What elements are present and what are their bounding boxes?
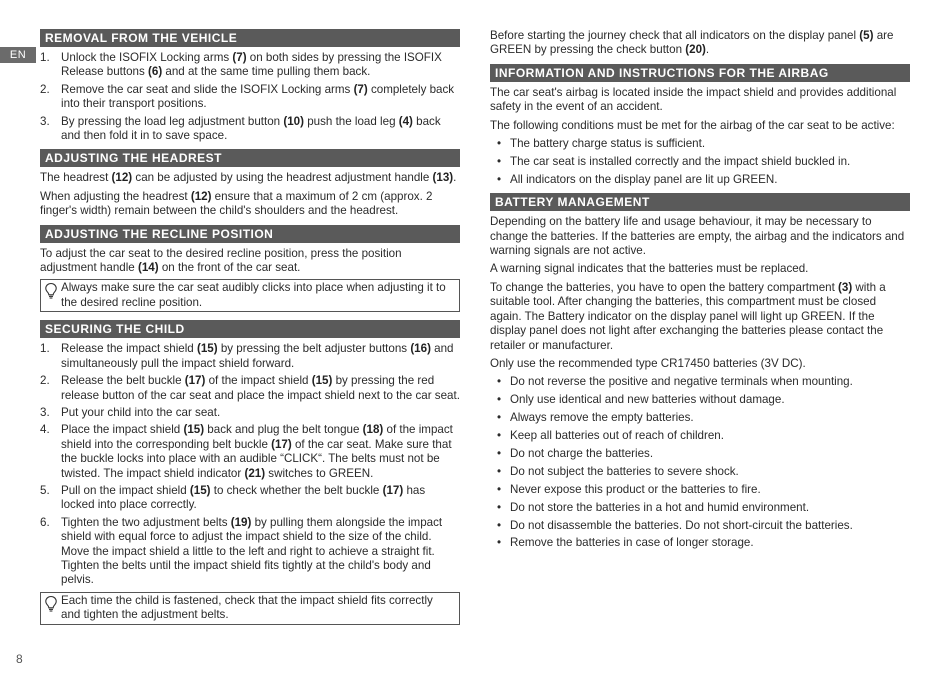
part-reference: (17) — [184, 374, 206, 388]
step-item: 1. Unlock the ISOFIX Locking arms (7) on both sides by pressing the ISOFIX Release buttons (6) and at the same time pulling them back. — [40, 51, 442, 79]
part-reference: (12) — [190, 189, 212, 203]
bullet-item: • Do not charge the batteries. — [497, 446, 654, 460]
paragraph: The car seat's airbag is located inside the impact shield and provides additional safety in the event of an accident. — [490, 85, 897, 114]
bullet-dot-icon: • — [497, 172, 502, 186]
part-reference: (4) — [398, 114, 413, 128]
bullet-dot-icon: • — [497, 500, 502, 514]
paragraph: The following conditions must be met for the airbag of the car seat to be active: — [490, 118, 895, 132]
part-reference: (15) — [196, 342, 218, 356]
step-item: 5. Pull on the impact shield (15) to check whether the belt buckle (17) has locked into place correctly. — [40, 483, 426, 512]
section-removal — [40, 29, 460, 143]
paragraph: Only use the recommended type CR17450 batteries (3V DC). — [490, 356, 806, 370]
paragraph: When adjusting the headrest (12) ensure that a maximum of 2 cm (approx. 2 finger's width) remain between the child's shoulders and the headrest. — [40, 189, 433, 218]
paragraph: A warning signal indicates that the batteries must be replaced. — [490, 262, 809, 276]
bullet-item: • Always remove the empty batteries. — [497, 411, 694, 425]
section-battery — [490, 193, 910, 551]
note-box — [40, 592, 460, 625]
airbag-conditions — [490, 137, 910, 187]
step-number: 3. — [40, 405, 50, 419]
bullet-item: • Only use identical and new batteries without damage. — [497, 393, 785, 407]
part-reference: (7) — [353, 82, 368, 96]
removal-steps — [40, 51, 460, 143]
section-title: ADJUSTING THE RECLINE POSITION — [40, 225, 460, 243]
step-number: 4. — [40, 423, 50, 437]
note-text: Each time the child is fastened, check that the impact shield fits correctly and tighten the adjustment belts. — [61, 593, 433, 622]
bullet-dot-icon: • — [497, 536, 502, 550]
part-reference: (19) — [230, 515, 252, 529]
bullet-item: • Keep all batteries out of reach of children. — [497, 429, 724, 443]
part-reference: (15) — [311, 374, 333, 388]
bullet-item: • The battery charge status is sufficient. — [497, 137, 706, 151]
step-number: 1. — [40, 342, 50, 356]
section-title: REMOVAL FROM THE VEHICLE — [40, 29, 460, 47]
step-number: 2. — [40, 82, 50, 96]
securing-steps — [40, 342, 460, 588]
step-item: 2. Release the belt buckle (17) of the impact shield (15) by pressing the red release button of the car seat and place the impact shield next to the car seat. — [40, 374, 460, 402]
bullet-dot-icon: • — [497, 518, 502, 532]
intro-section — [490, 29, 910, 58]
note-text: Always make sure the car seat audibly clicks into place when adjusting it to the desired recline position. — [61, 281, 446, 309]
paragraph: Depending on the battery life and usage behaviour, it may be necessary to change the batteries. If the batteries are empty, the airbag and the indicators and warning signals are not active. — [490, 215, 905, 258]
bullet-item: • The car seat is installed correctly and the impact shield buckled in. — [497, 154, 851, 168]
section-airbag — [490, 64, 910, 187]
bullet-dot-icon: • — [497, 446, 502, 460]
section-title: SECURING THE CHILD — [40, 320, 460, 338]
section-title: INFORMATION AND INSTRUCTIONS FOR THE AIRBAG — [490, 64, 910, 82]
note-box — [40, 279, 460, 312]
section-title: BATTERY MANAGEMENT — [490, 193, 910, 211]
part-reference: (14) — [137, 261, 159, 275]
bullet-item: • Never expose this product or the batteries to fire. — [497, 482, 761, 496]
step-item: 1. Release the impact shield (15) by pressing the belt adjuster buttons (16) and simultaneously pull the impact shield forward. — [40, 342, 454, 370]
step-number: 6. — [40, 515, 50, 529]
step-item: 3. Put your child into the car seat. — [40, 405, 221, 419]
part-reference: (17) — [271, 437, 292, 451]
bullet-dot-icon: • — [497, 482, 502, 496]
part-reference: (15) — [189, 483, 211, 497]
step-number: 3. — [40, 114, 50, 128]
step-item: 6. Tighten the two adjustment belts (19) by pulling them alongside the impact shield with equal force to adjust the impact shield to the size of the child. Move the impact shield a little to the left and right to achieve a straight fit. Tighten the belts until the impact shield fits tightly at the child's body and pelvis. — [40, 515, 443, 587]
bullet-item: • Do not subject the batteries to severe shock. — [497, 464, 739, 478]
part-reference: (3) — [838, 280, 853, 294]
part-reference: (17) — [382, 483, 404, 497]
step-number: 5. — [40, 483, 50, 497]
bullet-item: • Remove the batteries in case of longer storage. — [497, 536, 754, 550]
section-recline — [40, 225, 460, 313]
part-reference: (6) — [148, 65, 163, 79]
paragraph: To change the batteries, you have to open the battery compartment (3) with a suitable tool. After changing the batteries, this compartment must be closed again. The Battery indicator on the display panel will light up GREEN. If the display panel does not light after exchanging the batteries please contact the retailer or manufacturer. — [490, 280, 886, 352]
bullet-dot-icon: • — [497, 393, 502, 407]
part-reference: (18) — [362, 423, 384, 437]
part-reference: (13) — [432, 171, 454, 185]
page-number: 8 — [16, 652, 23, 666]
bullet-item: • Do not disassemble the batteries. Do not short-circuit the batteries. — [497, 518, 853, 532]
section-title: ADJUSTING THE HEADREST — [40, 149, 460, 167]
left-column — [40, 29, 460, 633]
bullet-dot-icon: • — [497, 154, 502, 168]
battery-warnings — [490, 375, 910, 551]
lightbulb-icon — [44, 595, 58, 613]
paragraph: To adjust the car seat to the desired recline position, press the position adjustment handle (14) on the front of the car seat. — [40, 246, 402, 275]
step-item: 3. By pressing the load leg adjustment button (10) push the load leg (4) back and then fold it in to save space. — [40, 114, 441, 143]
bullet-dot-icon: • — [497, 137, 502, 151]
bullet-dot-icon: • — [497, 375, 502, 389]
part-reference: (5) — [859, 29, 874, 42]
part-reference: (10) — [283, 114, 304, 128]
step-item: 2. Remove the car seat and slide the ISOFIX Locking arms (7) completely back into their transport positions. — [40, 82, 455, 111]
part-reference: (16) — [410, 342, 431, 356]
bullet-dot-icon: • — [497, 464, 502, 478]
step-item: 4. Place the impact shield (15) back and plug the belt tongue (18) of the impact shield into the corresponding belt buckle (17) of the car seat. Make sure that the buckle locks into place with an audible “CLICK“. The belts must not be twisted. The impact shield indicator (21) switches to GREEN. — [40, 423, 453, 480]
step-number: 1. — [40, 51, 50, 64]
part-reference: (21) — [244, 466, 266, 480]
section-securing — [40, 320, 460, 624]
bullet-item: • All indicators on the display panel are lit up GREEN. — [497, 172, 778, 186]
paragraph: The headrest (12) can be adjusted by using the headrest adjustment handle (13). — [40, 171, 457, 185]
part-reference: (12) — [111, 171, 133, 185]
part-reference: (20) — [685, 43, 706, 57]
part-reference: (15) — [183, 423, 205, 437]
language-tab: EN — [0, 47, 36, 63]
bullet-item: • Do not reverse the positive and negative terminals when mounting. — [497, 375, 853, 389]
bullet-dot-icon: • — [497, 411, 502, 425]
paragraph: Before starting the journey check that all indicators on the display panel (5) are GREEN by pressing the check button (20). — [490, 29, 894, 57]
right-column — [490, 29, 910, 557]
part-reference: (7) — [232, 51, 247, 64]
bullet-item: • Do not store the batteries in a hot and humid environment. — [497, 500, 810, 514]
section-headrest — [40, 149, 460, 218]
lightbulb-icon — [44, 282, 58, 300]
bullet-dot-icon: • — [497, 429, 502, 443]
step-number: 2. — [40, 374, 50, 388]
